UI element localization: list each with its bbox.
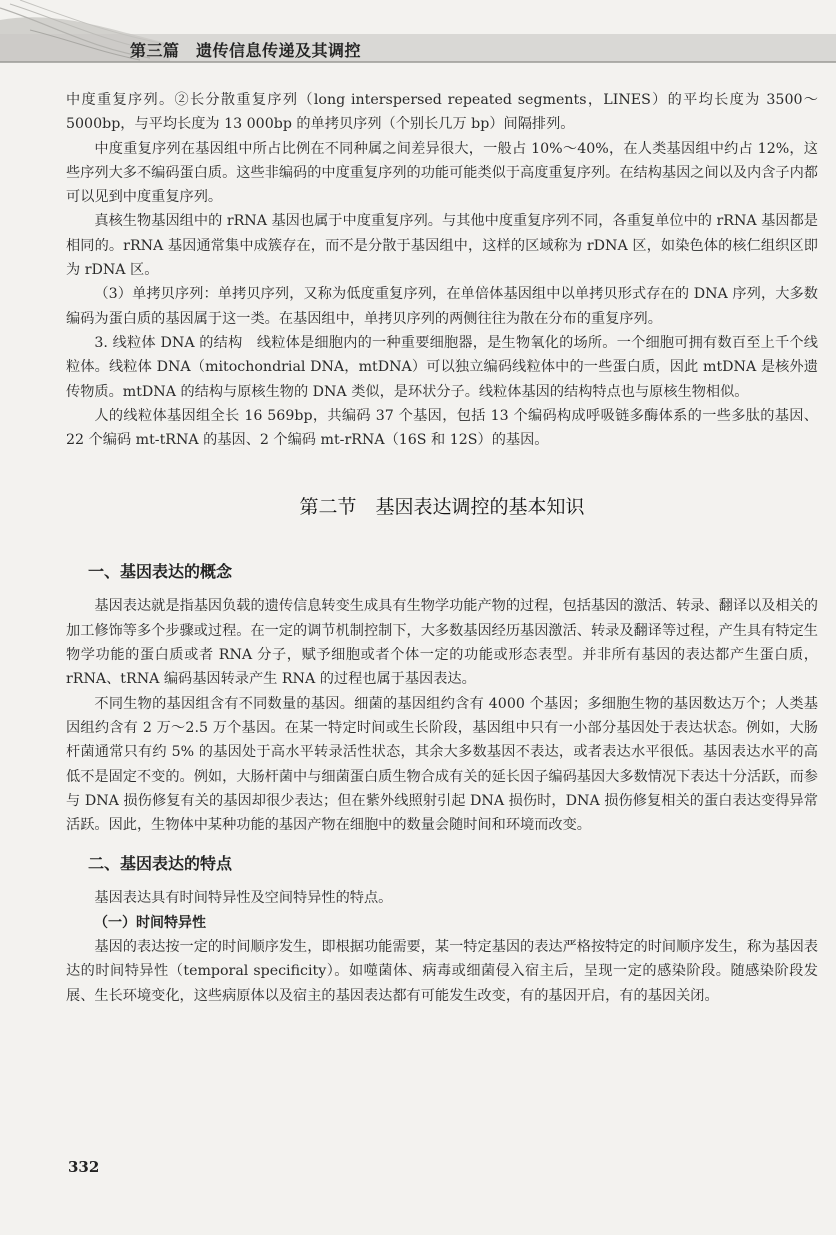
paragraph: 基因表达就是指基因负载的遗传信息转变生成具有生物学功能产物的过程，包括基因的激活、转录、翻译以及相关的加工修饰等多个步骤或过程。在一定的调节机制控制下，大多数基因经历基因激活、转录及翻译等过程，产生具有特定生物学功能的蛋白质或者 RNA 分子，赋予细胞或者个体一定的功能或形态表型。并非所有基因的表达都产生蛋白质，rRNA、tRNA 编码基因转录产生 RNA 的过程也属于基因表达。 — [66, 598, 818, 688]
paragraph: 真核生物基因组中的 rRNA 基因也属于中度重复序列。与其他中度重复序列不同，各重复单位中的 rRNA 基因都是相同的。rRNA 基因通常集中成簇存在，而不是分散于基因组中，这样的区域称为 rDNA 区，如染色体的核仁组织区即为 rDNA 区。 — [66, 213, 818, 279]
paragraph: 中度重复序列。②长分散重复序列（long interspersed repeated segments，LINES）的平均长度为 3500～5000bp，与平均长度为 13 000bp 的单拷贝序列（个别长几万 bp）间隔排列。 — [66, 92, 818, 133]
header-band — [0, 0, 836, 64]
page-number: 332 — [68, 1158, 100, 1176]
paragraph: 人的线粒体基因组全长 16 569bp，共编码 37 个基因，包括 13 个编码构成呼吸链多酶体系的一些多肽的基因、22 个编码 mt-tRNA 的基因、2 个编码 mt-rRNA（16S 和 12S）的基因。 — [66, 407, 818, 449]
paragraph: 基因表达具有时间特异性及空间特异性的特点。 — [94, 890, 393, 907]
header-decoration — [0, 0, 836, 64]
sub-subsection-heading: （一）时间特异性 — [94, 914, 206, 931]
paragraph: 基因的表达按一定的时间顺序发生，即根据功能需要，某一特定基因的表达严格按特定的时间顺序发生，称为基因表达的时间特异性（temporal specificity）。如噬菌体、病毒或细菌侵入宿主后，呈现一定的感染阶段。随感染阶段发展、生长环境变化，这些病原体以及宿主的基因表达都有可能发生改变，有的基因开启，有的基因关闭。 — [66, 939, 818, 1004]
paragraph: 中度重复序列在基因组中所占比例在不同种属之间差异很大，一般占 10%～40%，在人类基因组中约占 12%，这些序列大多不编码蛋白质。这些非编码的中度重复序列的功能可能类似于高度重复序列。在结构基因之间以及内含子内都可以见到中度重复序列。 — [66, 140, 818, 206]
page-body — [66, 88, 818, 1008]
subsection-heading: 二、基因表达的特点 — [88, 854, 233, 874]
running-header-title: 第三篇 遗传信息传递及其调控 — [130, 41, 362, 60]
section-title: 第二节 基因表达调控的基本知识 — [299, 496, 585, 519]
paragraph: 3. 线粒体 DNA 的结构 线粒体是细胞内的一种重要细胞器，是生物氧化的场所。一个细胞可拥有数百至上千个线粒体。线粒体 DNA（mitochondrial DNA，mtDNA）可以独立编码线粒体中的一些蛋白质，因此 mtDNA 是核外遗传物质。mtDNA 的结构与原核生物的 DNA 类似，是环状分子。线粒体基因的结构特点也与原核生物相似。 — [66, 334, 818, 400]
paragraph: 不同生物的基因组含有不同数量的基因。细菌的基因组约含有 4000 个基因；多细胞生物的基因数达万个；人类基因组约含有 2 万～2.5 万个基因。在某一特定时间或生长阶段，基因组中只有一小部分基因处于表达状态。例如，大肠杆菌通常只有约 5% 的基因处于高水平转录活性状态，其余大多数基因不表达，或者表达水平很低。基因表达水平的高低不是固定不变的。例如，大肠杆菌中与细菌蛋白质生物合成有关的延长因子编码基因大多数情况下表达十分活跃，而参与 DNA 损伤修复有关的基因却很少表达；但在紫外线照射引起 DNA 损伤时，DNA 损伤修复相关的蛋白表达变得异常活跃。因此，生物体中某种功能的基因产物在细胞中的数量会随时间和环境而改变。 — [66, 695, 818, 834]
paragraph: （3）单拷贝序列：单拷贝序列，又称为低度重复序列，在单倍体基因组中以单拷贝形式存在的 DNA 序列，大多数编码为蛋白质的基因属于这一类。在基因组中，单拷贝序列的两侧往往为散在分布的重复序列。 — [66, 286, 818, 327]
subsection-heading: 一、基因表达的概念 — [88, 562, 233, 582]
